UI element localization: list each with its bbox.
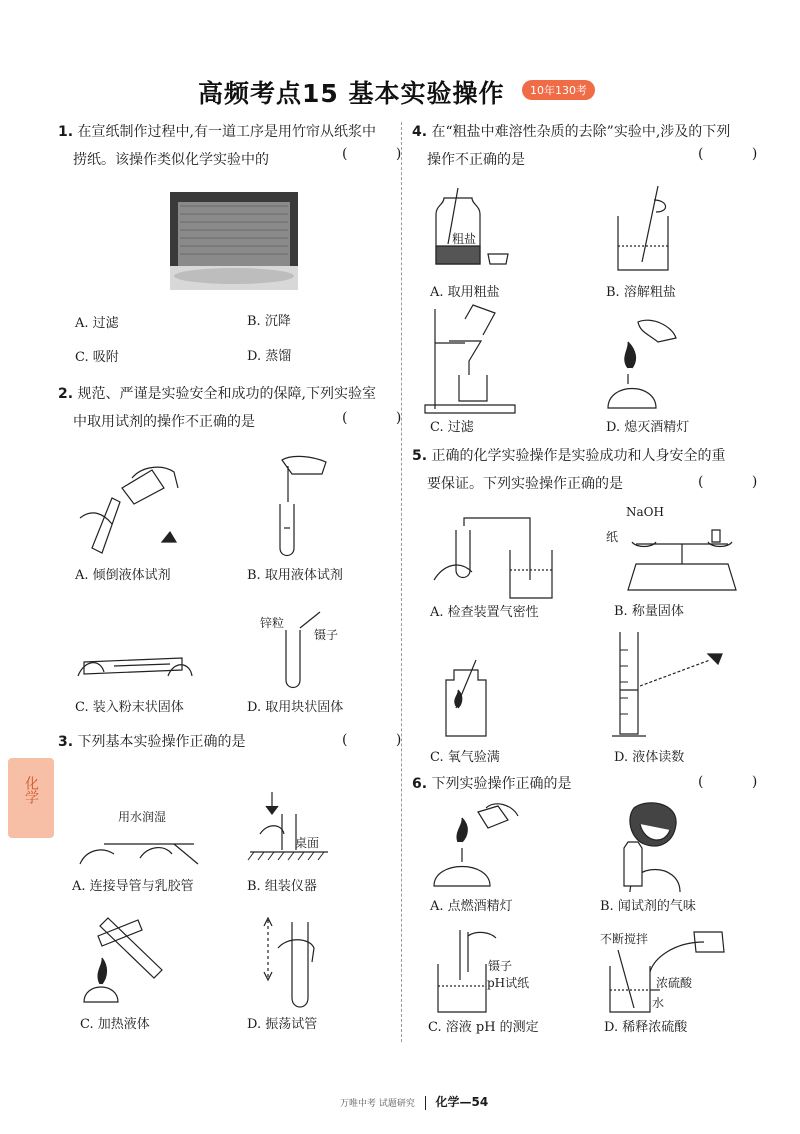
paper-making-photo: [170, 192, 298, 290]
question-text: 规范、严谨是实验安全和成功的保障,下列实验室: [77, 386, 376, 402]
extinguish-lamp-figure: [598, 318, 688, 414]
option-b[interactable]: B. 闻试剂的气味: [600, 899, 696, 914]
ph-test-figure: [430, 928, 500, 1016]
option-d[interactable]: D. 熄灭酒精灯: [606, 420, 690, 435]
page-footer: [340, 1093, 488, 1110]
option-a[interactable]: A. 倾倒液体试剂: [75, 568, 171, 583]
naoh-label: NaOH: [626, 505, 664, 519]
light-lamp-figure: [428, 802, 528, 892]
question-text: 捞纸。该操作类似化学实验中的: [73, 152, 269, 168]
option-d[interactable]: D. 液体读数: [614, 750, 685, 765]
answer-blank[interactable]: ( ): [698, 474, 780, 490]
option-b[interactable]: B. 组装仪器: [247, 879, 317, 894]
answer-blank[interactable]: ( ): [698, 146, 780, 162]
option-b[interactable]: B. 溶解粗盐: [606, 285, 676, 300]
take-salt-figure: [428, 184, 518, 274]
option-d[interactable]: D. 稀释浓硫酸: [604, 1020, 688, 1035]
powder-figure: [74, 636, 194, 696]
subject-label: 化学: [23, 776, 39, 804]
airtight-check-figure: [430, 510, 560, 602]
cylinder-reading-figure: [610, 630, 730, 742]
question-text: 在“粗盐中难溶性杂质的去除”实验中,涉及的下列: [431, 124, 731, 140]
answer-blank[interactable]: ( ): [342, 146, 424, 162]
option-c[interactable]: C. 氧气验满: [430, 750, 500, 765]
answer-blank[interactable]: ( ): [342, 732, 424, 748]
question-text: 要保证。下列实验操作正确的是: [427, 476, 623, 492]
option-a[interactable]: A. 取用粗盐: [430, 285, 500, 300]
balance-figure: [612, 520, 752, 592]
dilute-acid-figure: [604, 928, 744, 1016]
question-2: [58, 380, 393, 436]
answer-blank[interactable]: ( ): [698, 774, 780, 790]
subject-side-tab: [8, 758, 54, 838]
assemble-figure: [248, 790, 328, 870]
question-number: 6.: [412, 776, 428, 792]
option-c[interactable]: C. 吸附: [75, 350, 119, 365]
solid-tweezers-figure: [280, 606, 350, 690]
option-d[interactable]: D. 振荡试管: [247, 1017, 318, 1032]
question-text: 在宣纸制作过程中,有一道工序是用竹帘从纸浆中: [77, 124, 376, 140]
question-number: 3.: [58, 734, 74, 750]
pour-liquid-figure: [72, 458, 192, 558]
option-b[interactable]: B. 取用液体试剂: [247, 568, 343, 583]
ph-paper-label: pH试纸: [487, 976, 530, 990]
option-d[interactable]: D. 取用块状固体: [247, 700, 344, 715]
question-text: 下列基本实验操作正确的是: [77, 734, 246, 750]
tweezers-label: 镊子: [314, 628, 339, 642]
publisher-logo: 万唯中考 试题研究: [340, 1099, 415, 1109]
option-a[interactable]: A. 连接导管与乳胶管: [72, 879, 194, 894]
tweezers-label: 镊子: [488, 959, 513, 973]
water-label: 水: [652, 996, 665, 1010]
option-c[interactable]: C. 过滤: [430, 420, 474, 435]
option-c[interactable]: C. 溶液 pH 的测定: [428, 1020, 539, 1035]
question-number: 5.: [412, 448, 428, 464]
heat-liquid-figure: [78, 912, 168, 1012]
acid-label: 浓硫酸: [656, 976, 693, 990]
question-text: 下列实验操作正确的是: [431, 776, 572, 792]
option-a[interactable]: A. 点燃酒精灯: [430, 899, 513, 914]
option-b[interactable]: B. 沉降: [247, 314, 291, 329]
page-number: 化学—54: [435, 1095, 489, 1109]
page-title: 高频考点15 基本实验操作: [198, 79, 505, 108]
question-number: 2.: [58, 386, 74, 402]
option-b[interactable]: B. 称量固体: [614, 604, 684, 619]
question-text: 操作不正确的是: [427, 152, 525, 168]
salt-label: 粗盐: [452, 232, 477, 246]
smell-figure: [620, 798, 690, 894]
dissolve-figure: [610, 182, 680, 274]
paper-label: 纸: [606, 530, 619, 544]
connect-tube-figure: [74, 824, 204, 872]
question-text: 正确的化学实验操作是实验成功和人身安全的重: [431, 448, 726, 464]
option-d[interactable]: D. 蒸馏: [247, 349, 292, 364]
shake-tube-figure: [262, 912, 332, 1012]
desk-label: 桌面: [295, 836, 320, 850]
dropper-figure: [262, 452, 342, 560]
answer-blank[interactable]: ( ): [342, 410, 424, 426]
stir-label: 不断搅拌: [600, 932, 649, 946]
option-c[interactable]: C. 加热液体: [80, 1017, 150, 1032]
option-a[interactable]: A. 检查装置气密性: [430, 605, 539, 620]
question-number: 4.: [412, 124, 428, 140]
frequency-badge: 10年130考: [522, 80, 595, 100]
oxygen-check-figure: [436, 660, 496, 740]
option-c[interactable]: C. 装入粉末状固体: [75, 700, 184, 715]
question-number: 1.: [58, 124, 74, 140]
wet-label: 用水润湿: [118, 810, 167, 824]
column-divider: [401, 122, 402, 1042]
zinc-label: 锌粒: [260, 616, 285, 630]
question-text: 中取用试剂的操作不正确的是: [73, 414, 255, 430]
filter-figure: [425, 305, 525, 415]
option-a[interactable]: A. 过滤: [75, 316, 119, 331]
